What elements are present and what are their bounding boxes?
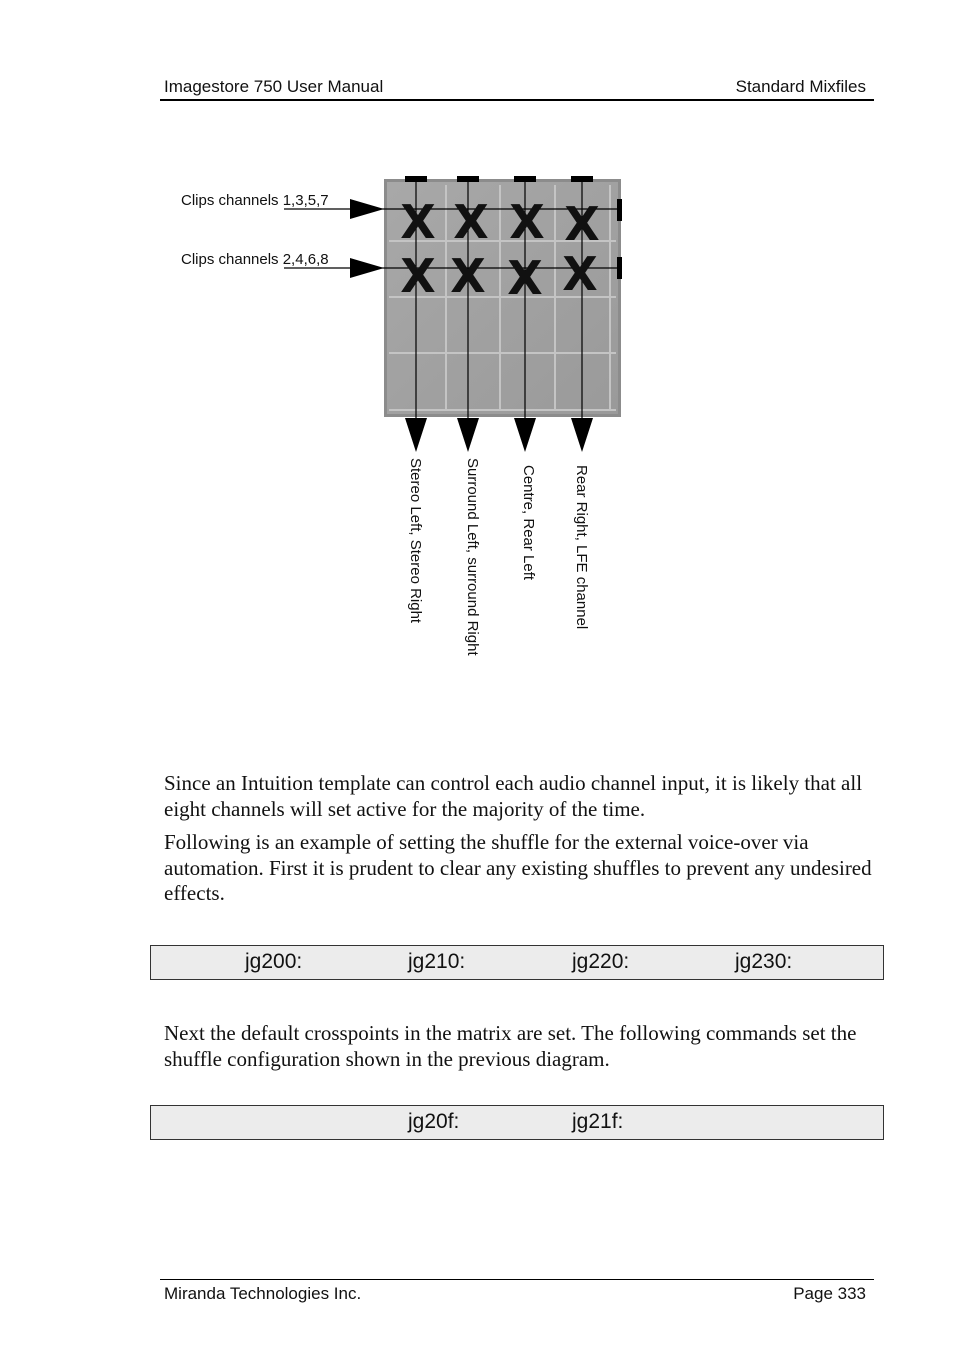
command-box-clear	[150, 945, 884, 980]
paragraph-crosspoints: Next the default crosspoints in the matrix are set. The following commands set the shuffle configuration shown in the previous diagram.	[164, 1021, 857, 1071]
output-arrow-2	[457, 418, 479, 452]
company-name: Miranda Technologies Inc.	[164, 1284, 362, 1303]
section-title: Standard Mixfiles	[735, 77, 866, 96]
command-box-set	[150, 1105, 884, 1140]
page-number: Page 333	[793, 1284, 866, 1303]
command-text: jg20f:	[408, 1110, 460, 1133]
crosspoint-mark: X	[450, 249, 486, 303]
manual-title: Imagestore 750 User Manual	[164, 77, 384, 96]
paragraph-example: Following is an example of setting the shuffle for the external voice-over via automation. First it is prudent to clear any existing shuffles to prevent any undesired effects.	[164, 830, 872, 905]
crosspoint-mark: X	[562, 247, 598, 301]
crosspoint-mark: X	[400, 249, 436, 303]
crosspoint-mark: X	[509, 195, 545, 249]
crosspoint-mark: X	[453, 195, 489, 249]
input-arrow-1	[350, 199, 384, 219]
command-text: jg220:	[572, 950, 630, 973]
output-arrow-1	[405, 418, 427, 452]
command-text: jg230:	[735, 950, 793, 973]
command-text: jg200:	[245, 950, 303, 973]
page-footer	[160, 1279, 874, 1303]
paragraph-intro: Since an Intuition template can control each audio channel input, it is likely that all eight channels will set active for the majority of the time.	[164, 771, 863, 821]
output-arrow-4	[571, 418, 593, 452]
output-label-2: Surround Left, surround Right	[464, 458, 481, 656]
output-label-1: Stereo Left, Stereo Right	[407, 458, 424, 624]
command-text: jg21f:	[572, 1110, 624, 1133]
crosspoint-mark: X	[400, 195, 436, 249]
input-label-odd: Clips channels 1,3,5,7	[181, 192, 329, 209]
crosspoint-mark: X	[564, 197, 600, 251]
command-text: jg210:	[408, 950, 466, 973]
crosspoint-mark: X	[507, 251, 543, 305]
input-arrow-2	[350, 258, 384, 278]
input-label-even: Clips channels 2,4,6,8	[181, 251, 329, 268]
output-label-3: Centre, Rear Left	[520, 465, 537, 581]
output-label-4: Rear Right, LFE channel	[573, 465, 590, 630]
output-arrow-3	[514, 418, 536, 452]
